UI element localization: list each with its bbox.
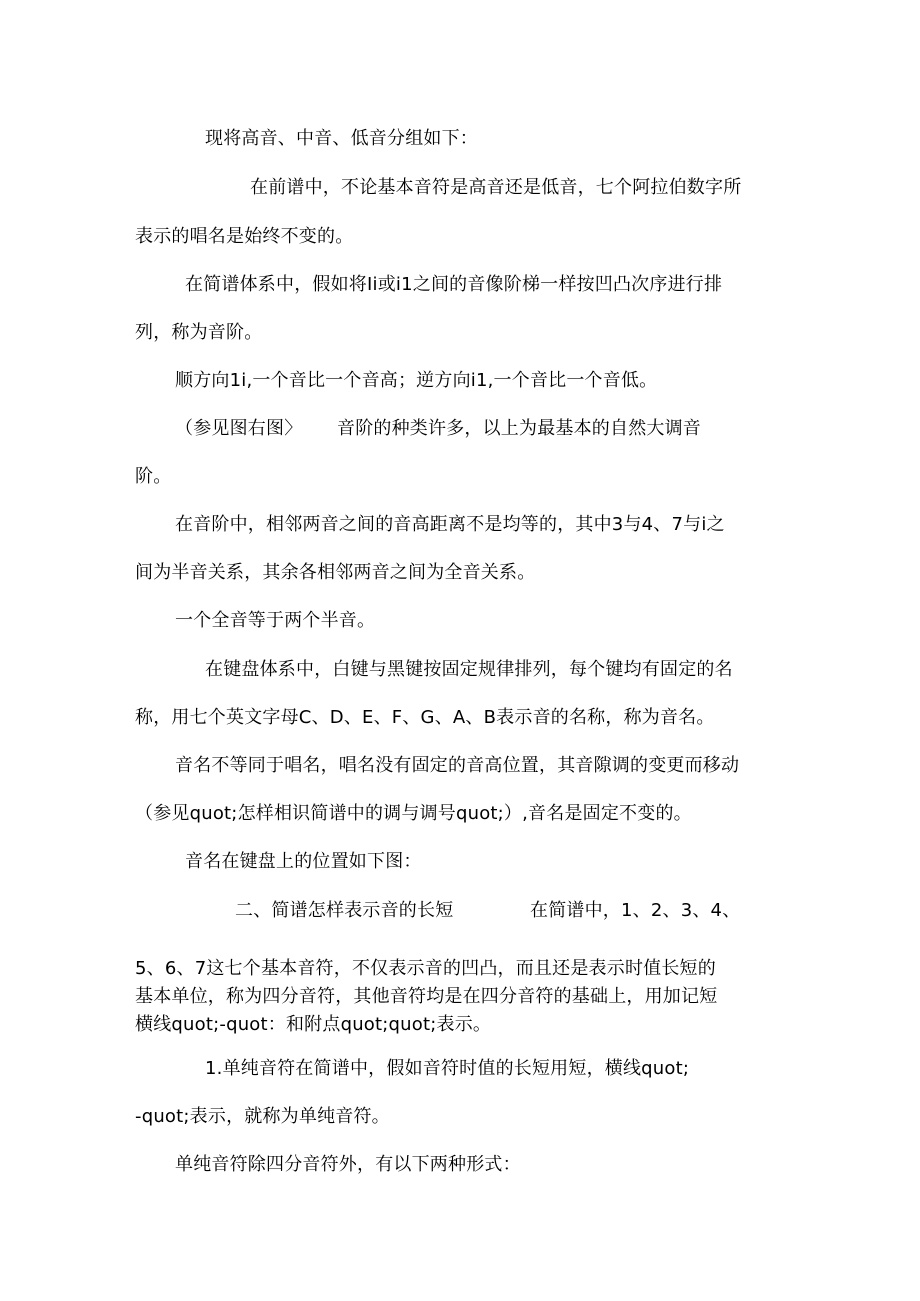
text-line-10: 间为半音关系，其余各相邻两音之间为全音关系。 — [135, 562, 536, 583]
text-line-19: 基本单位，称为四分音符，其他音符均是在四分音符的基础上，用加记短 — [135, 986, 718, 1007]
text-line-6: 顺方向1i,一个音比一个音高；逆方向i1,一个音比一个音低。 — [175, 370, 658, 391]
text-line-2: 在前谱中，不论基本音符是高音还是低音，七个阿拉伯数字所 — [250, 177, 742, 198]
text-line-20: 横线quot;-quot：和附点quot;quot;表示。 — [135, 1014, 492, 1035]
text-line-1: 现将高音、中音、低音分组如下： — [205, 128, 478, 149]
section-heading: 二、简谱怎样表示音的长短 — [235, 900, 454, 921]
text-line-18: 5、6、7这七个基本音符，不仅表示音的凹凸，而且还是表示时值长短的 — [135, 958, 716, 979]
text-line-9: 在音阶中，相邻两音之间的音高距离不是均等的，其中3与4、7与i之 — [175, 514, 725, 535]
text-line-17b: 在简谱中，1、2、3、4、 — [530, 900, 741, 921]
text-line-12: 在键盘体系中，白键与黑键按固定规律排列，每个键均有固定的名 — [205, 659, 733, 680]
text-line-7a: （参见图右图〉 — [175, 418, 303, 439]
text-line-8: 阶。 — [135, 466, 172, 487]
text-line-22: -quot;表示，就称为单纯音符。 — [135, 1106, 390, 1127]
text-line-15: （参见quot;怎样相识简谱中的调与调号quot;）,音名是固定不变的。 — [135, 803, 692, 824]
text-line-16: 音名在键盘上的位置如下图： — [185, 851, 422, 872]
text-line-13: 称，用七个英文字母C、D、E、F、G、A、B表示音的名称，称为音名。 — [135, 707, 715, 728]
text-line-14: 音名不等同于唱名，唱名没有固定的音高位置，其音隙调的变更而移动 — [175, 755, 740, 776]
text-line-5: 列，称为音阶。 — [135, 322, 263, 343]
text-line-21: 1.单纯音符在简谱中，假如音符时值的长短用短，横线quot; — [205, 1058, 690, 1079]
text-line-23: 单纯音符除四分音符外，有以下两种形式： — [175, 1154, 521, 1175]
text-line-4: 在简谱体系中，假如将Ii或i1之间的音像阶梯一样按凹凸次序进行排 — [185, 274, 723, 295]
text-line-7b: 音阶的种类许多，以上为最基本的自然大调音 — [337, 418, 701, 439]
text-line-11: 一个全音等于两个半音。 — [175, 610, 376, 631]
text-line-3: 表示的唱名是始终不变的。 — [135, 226, 354, 247]
